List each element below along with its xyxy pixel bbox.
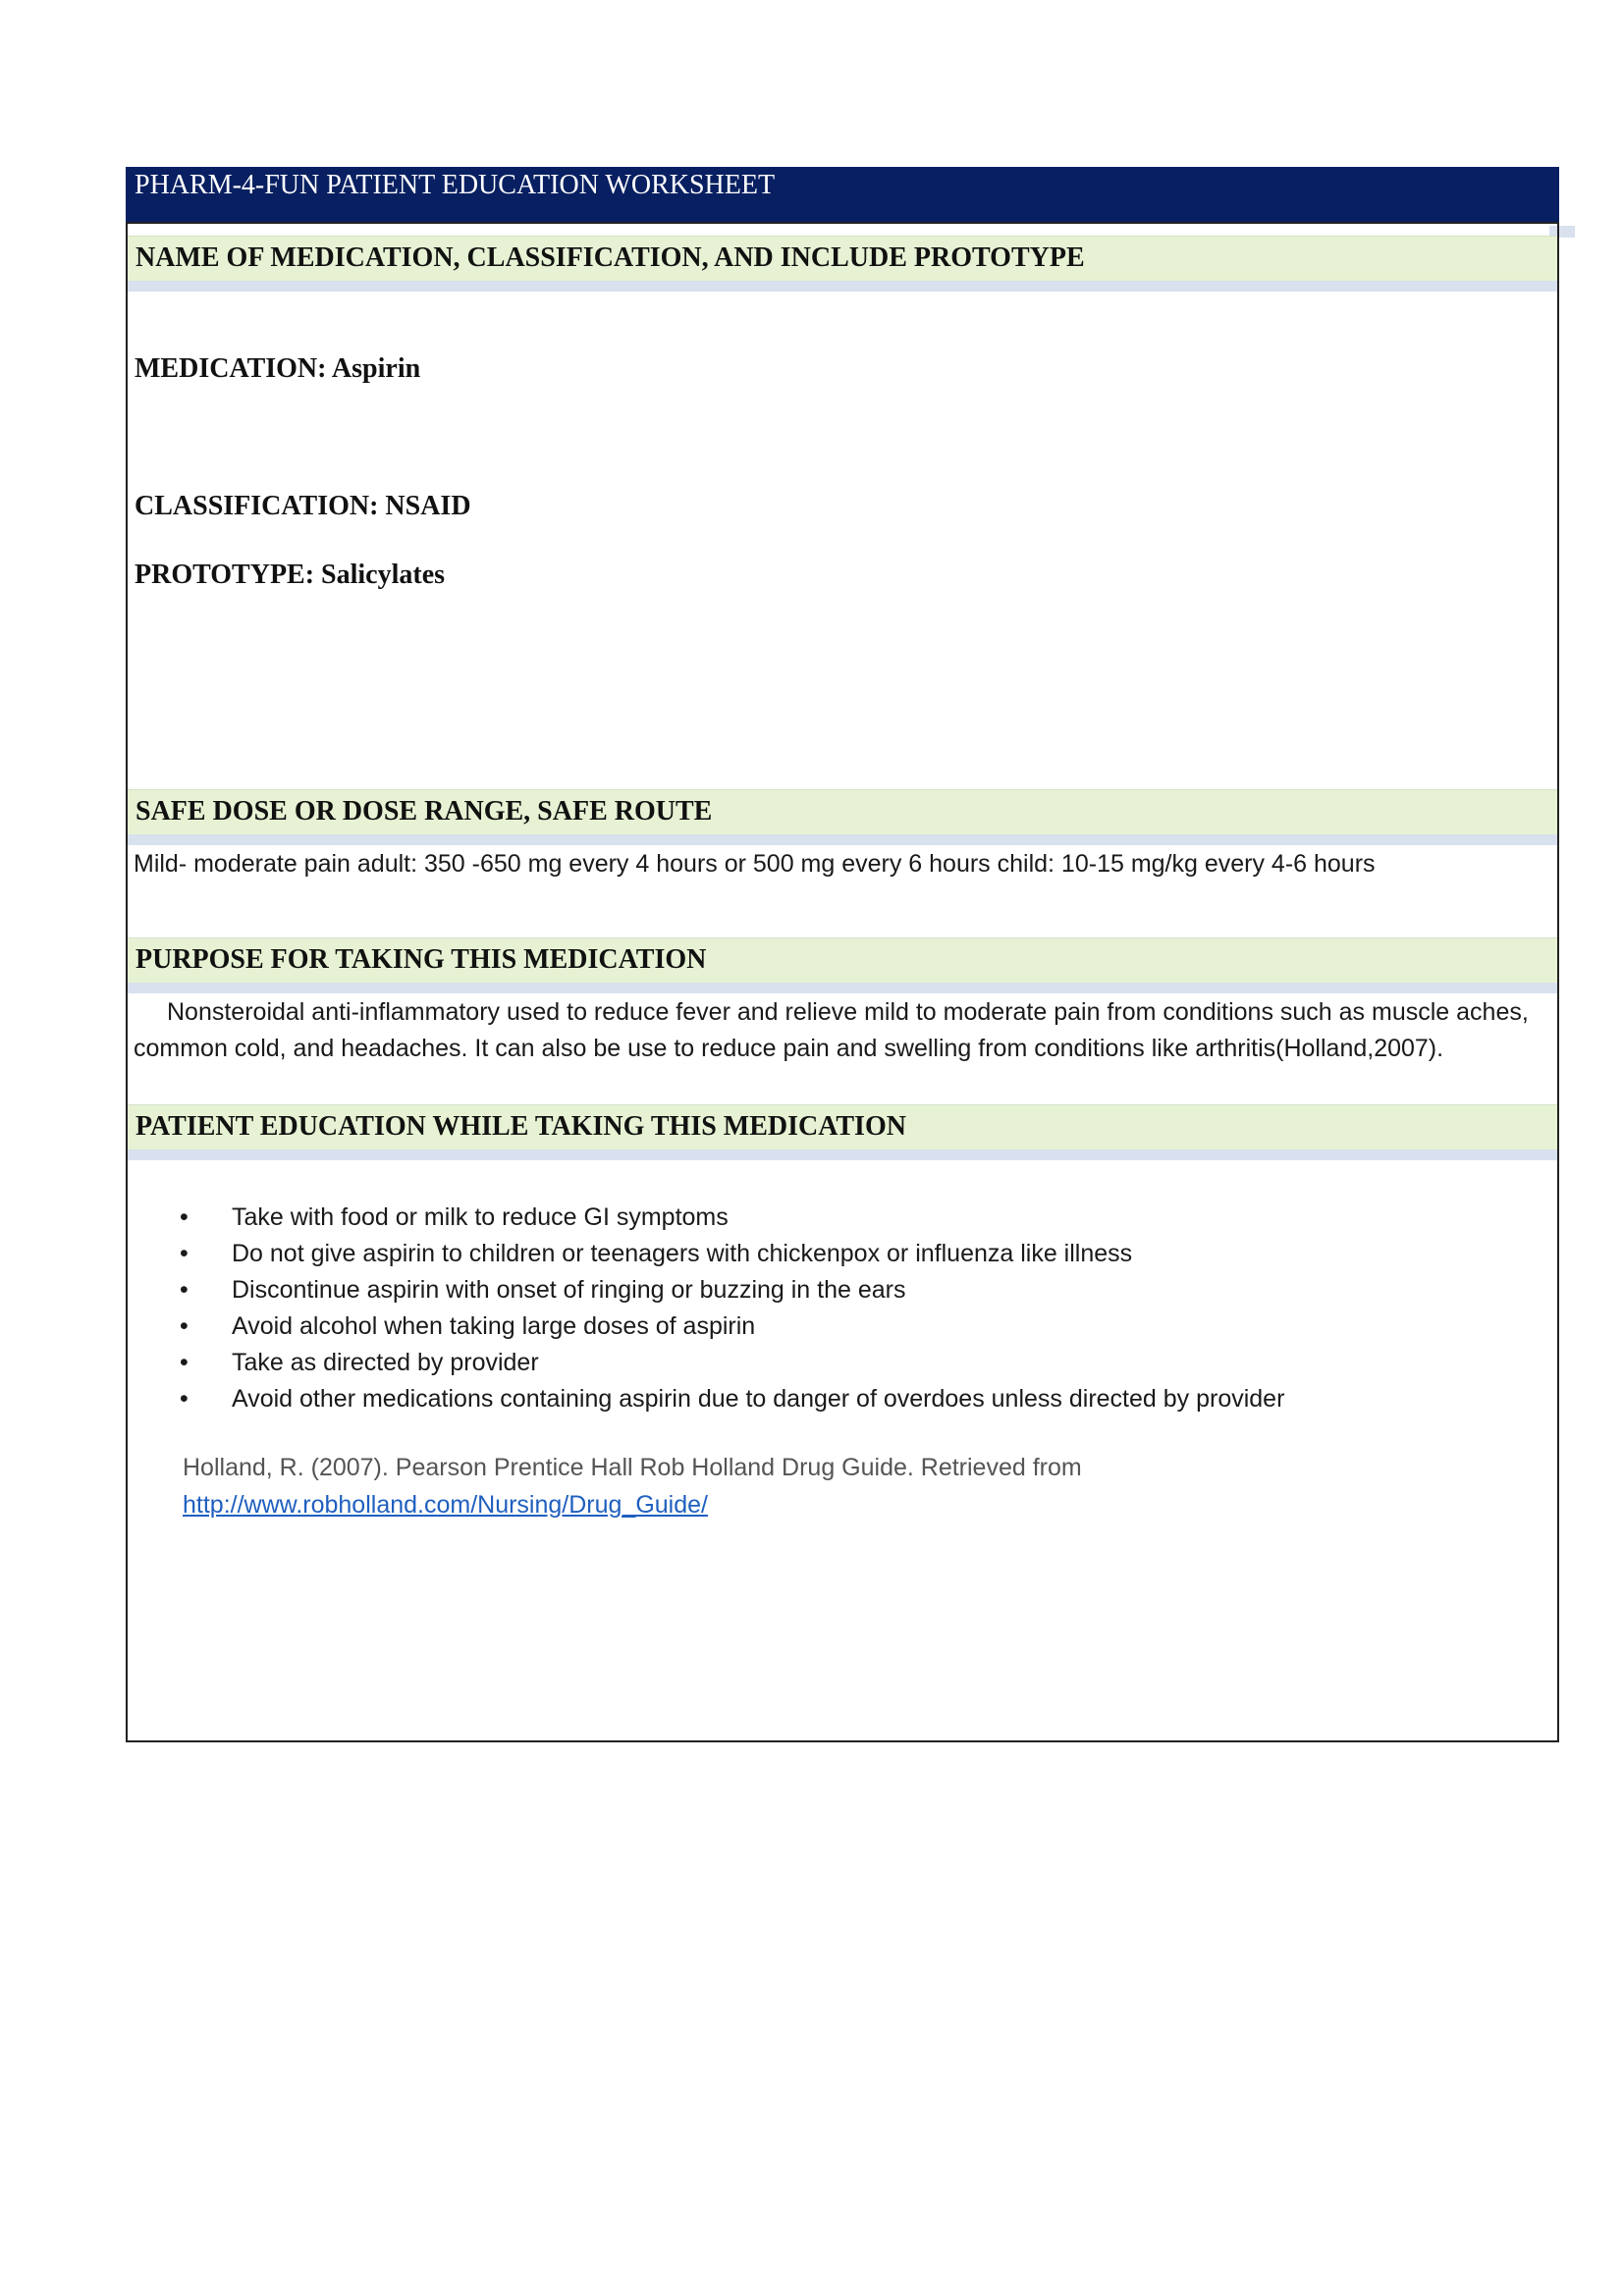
classification-field: CLASSIFICATION: NSAID bbox=[135, 491, 471, 521]
list-item: • Do not give aspirin to children or teenagers with chickenpox or influenza like illness bbox=[180, 1236, 1284, 1272]
reference-link[interactable]: http://www.robholland.com/Nursing/Drug_Guide/ bbox=[183, 1491, 708, 1519]
reference-text: Holland, R. (2007). Pearson Prentice Hall Rob Holland Drug Guide. Retrieved from bbox=[183, 1454, 1082, 1481]
dose-text: Mild- moderate pain adult: 350 -650 mg every 4 hours or 500 mg every 6 hours child: 10-15 mg/kg every 4-6 hours bbox=[134, 850, 1376, 878]
list-item: • Discontinue aspirin with onset of ringing or buzzing in the ears bbox=[180, 1272, 1284, 1308]
dose-section-header: SAFE DOSE OR DOSE RANGE, SAFE ROUTE bbox=[128, 789, 1557, 834]
dose-section-strip bbox=[128, 834, 1557, 845]
worksheet-title: PHARM-4-FUN PATIENT EDUCATION WORKSHEET bbox=[126, 167, 1559, 224]
purpose-text: Nonsteroidal anti-inflammatory used to reduce fever and relieve mild to moderate pain from conditions such as muscle aches, common cold, and headaches. It can also be use to reduce pain and swelling from conditions like arthritis(Holland,2007). bbox=[134, 998, 1529, 1062]
purpose-section-strip bbox=[128, 983, 1557, 993]
prototype-field: PROTOTYPE: Salicylates bbox=[135, 560, 446, 590]
name-section-strip bbox=[128, 281, 1557, 292]
education-section-strip bbox=[128, 1149, 1557, 1160]
worksheet bbox=[126, 167, 1559, 1742]
purpose-section-header: PURPOSE FOR TAKING THIS MEDICATION bbox=[128, 937, 1557, 983]
list-item: • Take as directed by provider bbox=[180, 1345, 1284, 1381]
list-item: • Take with food or milk to reduce GI symptoms bbox=[180, 1200, 1284, 1236]
list-item: • Avoid alcohol when taking large doses of aspirin bbox=[180, 1308, 1284, 1345]
education-list bbox=[180, 1200, 1284, 1417]
reference-citation bbox=[183, 1449, 1557, 1523]
education-section-header: PATIENT EDUCATION WHILE TAKING THIS MEDICATION bbox=[128, 1104, 1557, 1149]
name-section-header: NAME OF MEDICATION, CLASSIFICATION, AND INCLUDE PROTOTYPE bbox=[128, 236, 1557, 281]
list-item: • Avoid other medications containing aspirin due to danger of overdoes unless directed by provider bbox=[180, 1381, 1284, 1417]
medication-field: MEDICATION: Aspirin bbox=[135, 353, 421, 384]
